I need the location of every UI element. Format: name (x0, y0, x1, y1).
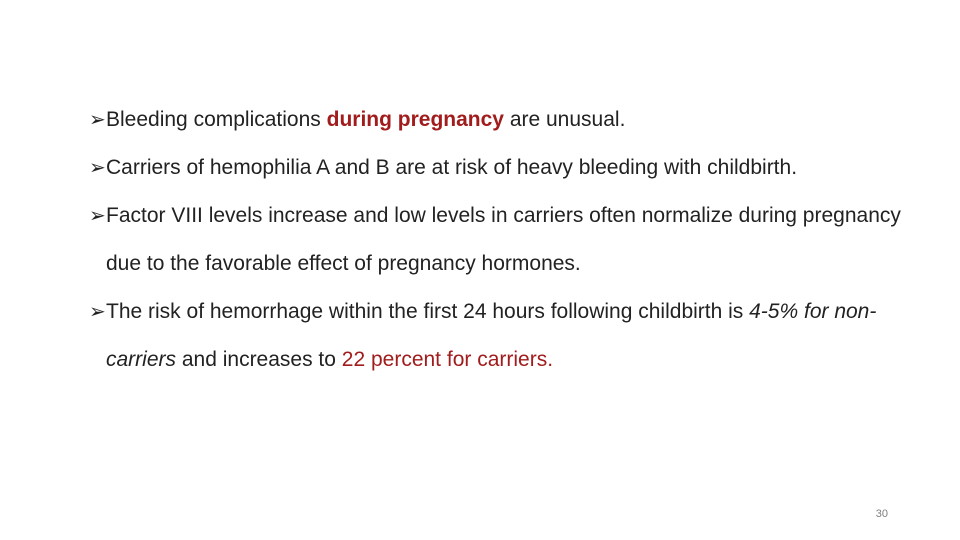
bullet-text: Carriers of hemophilia A and B are at risk of heavy bleeding with childbirth. (106, 156, 798, 179)
emphasis-non-carriers: 4-5% for non-carriers (106, 300, 877, 371)
bullet-text-part: and increases to (176, 348, 342, 371)
bullet-text: Factor VIII levels increase and low levels in carriers often normalize during pregnancy due to the favorable effect of pregnancy hormones. (106, 204, 901, 275)
bullet-item (89, 96, 909, 144)
arrow-bullet-icon: ➢ (89, 301, 106, 323)
emphasis-during-pregnancy: during pregnancy (326, 108, 504, 131)
emphasis-carriers: 22 percent for carriers. (341, 348, 554, 371)
slide-number: 30 (875, 508, 888, 520)
bullet-text-part: are unusual. (503, 108, 626, 131)
bullet-list (89, 96, 909, 384)
bullet-item (89, 144, 909, 192)
arrow-bullet-icon: ➢ (89, 205, 106, 227)
bullet-text-part: The risk of hemorrhage within the first 24 hours following childbirth is (106, 300, 750, 323)
bullet-item (89, 192, 909, 288)
bullet-text-part: Bleeding complications (106, 108, 327, 131)
arrow-bullet-icon: ➢ (89, 109, 106, 131)
bullet-text (106, 108, 625, 131)
bullet-text (106, 300, 876, 371)
arrow-bullet-icon: ➢ (89, 157, 106, 179)
bullet-item (89, 288, 909, 384)
